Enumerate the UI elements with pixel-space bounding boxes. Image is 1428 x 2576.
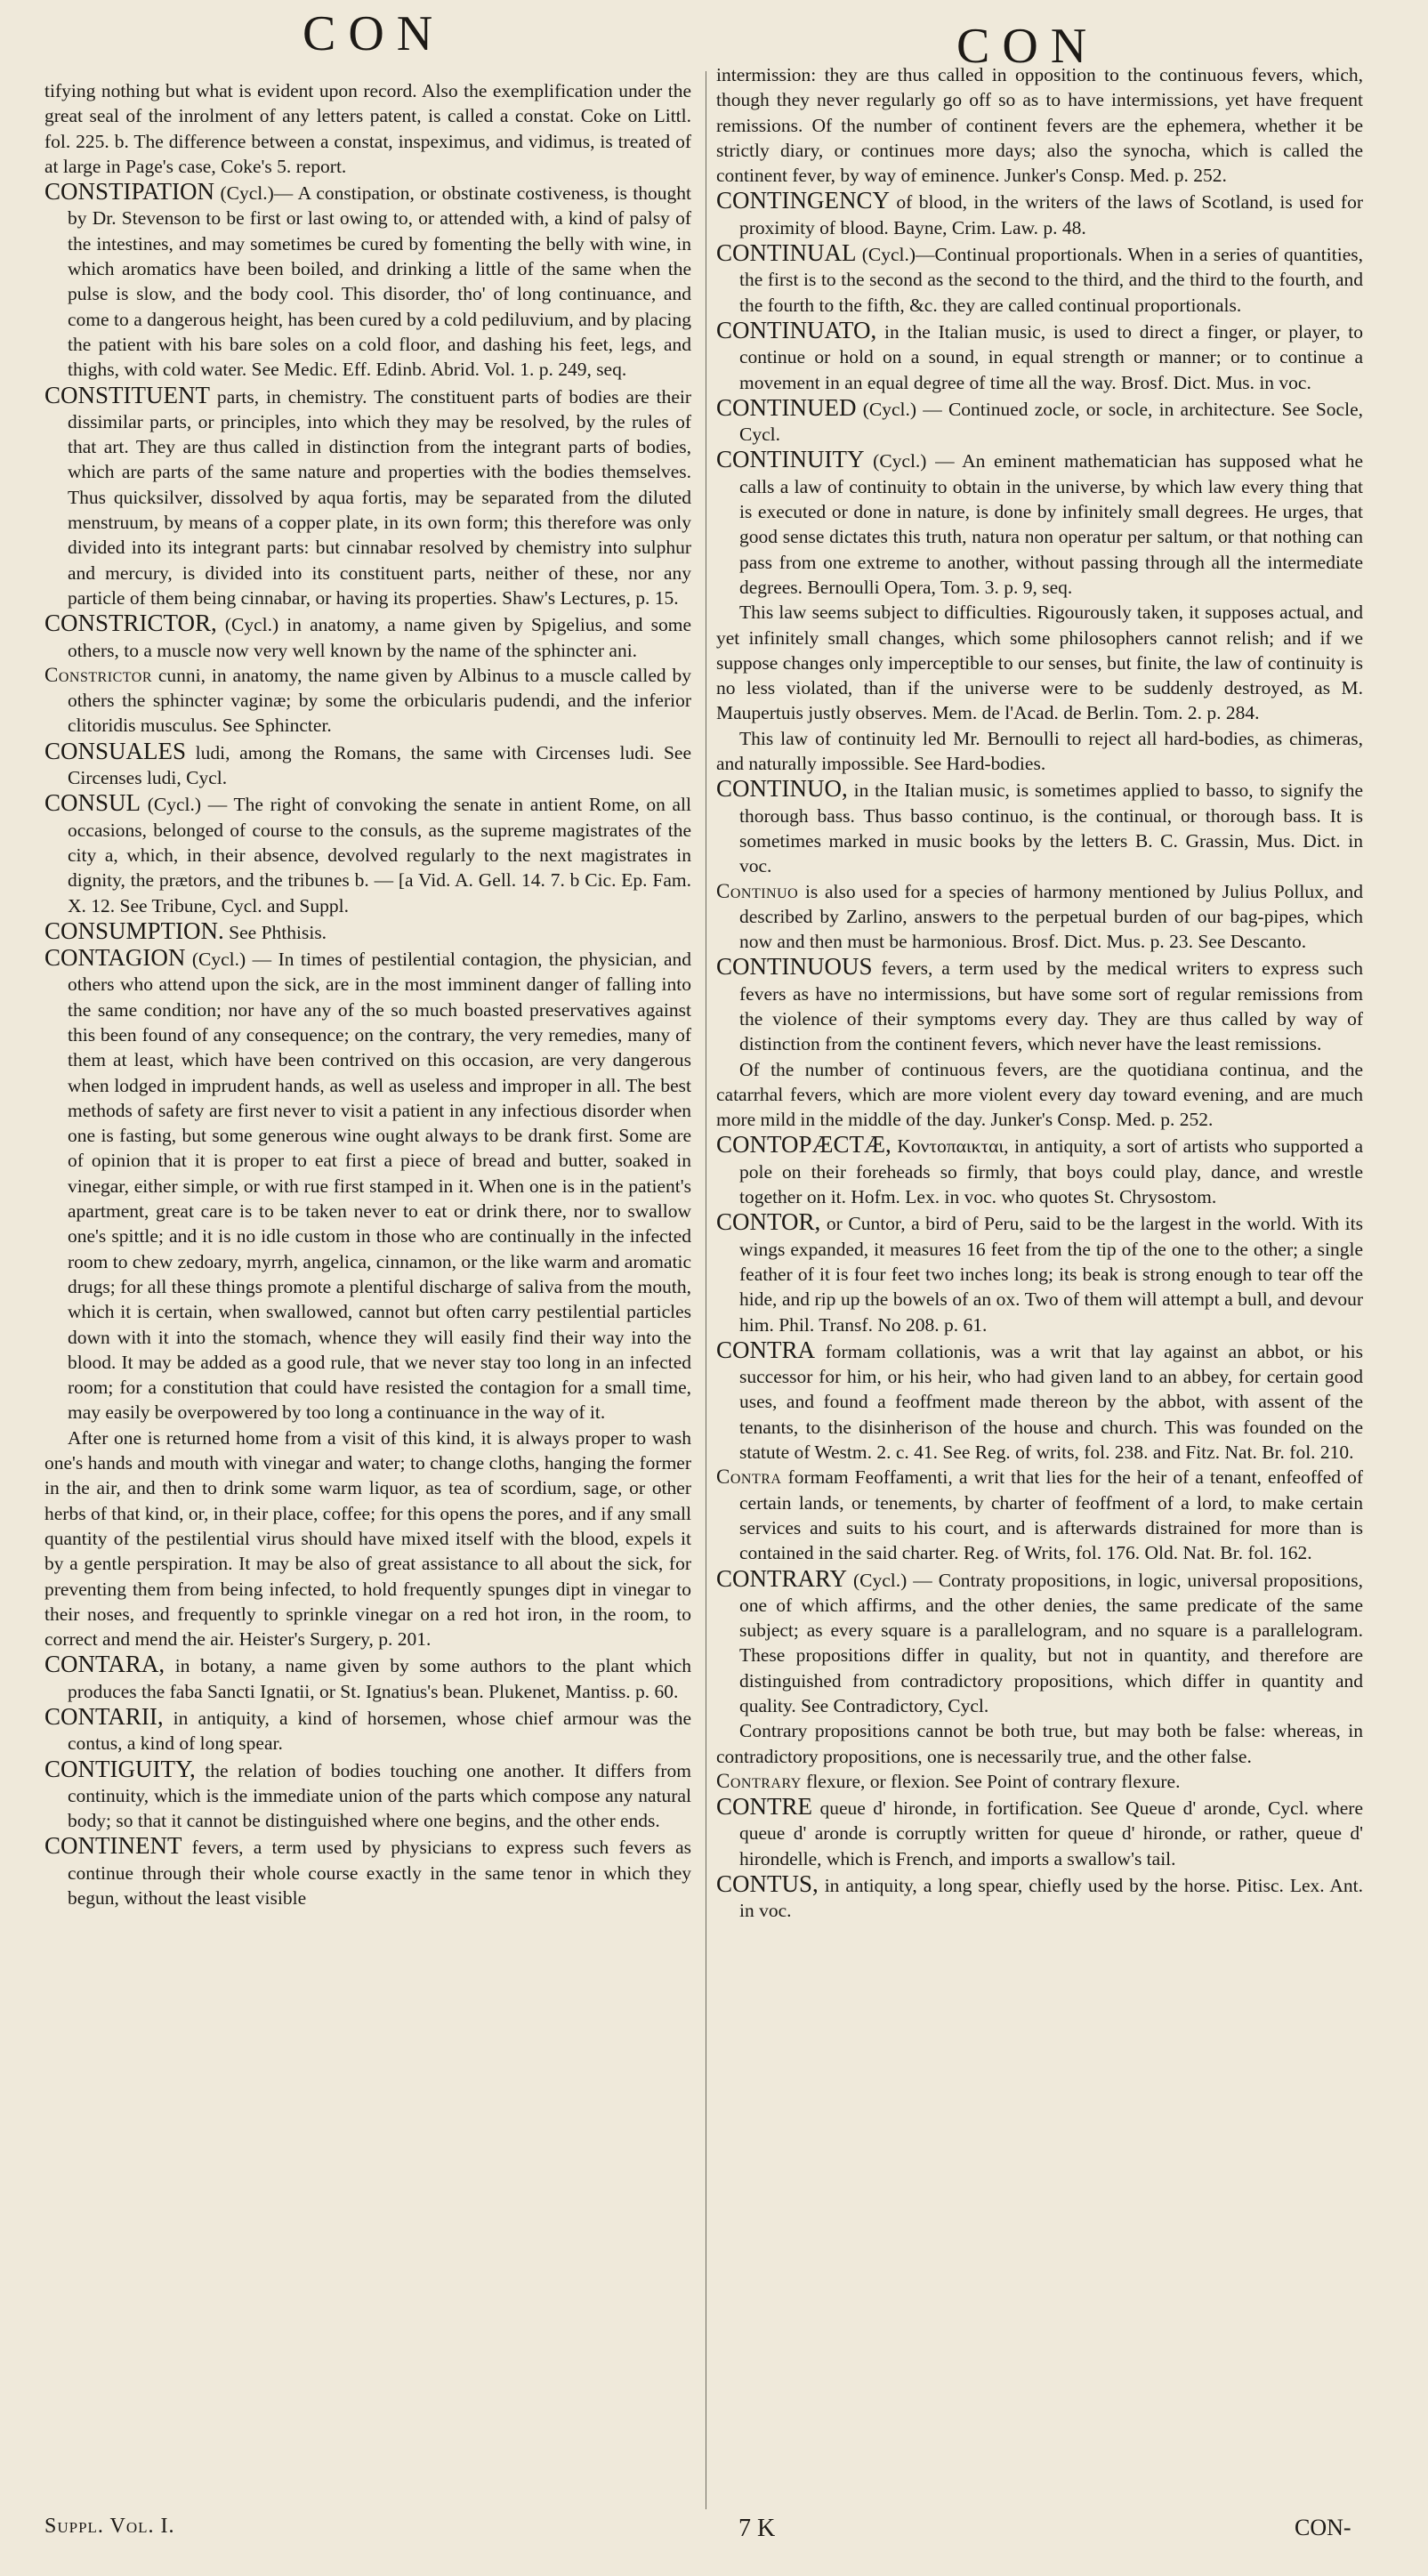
dictionary-entry <box>716 954 1363 1056</box>
entry-text: Of the number of continuous fevers, are the quotidiana continua, and the catarrhal fevers, which are more violent every day toward evening, and are much more mild in the middle of the day. Junker's Consp. Med. p. 252. <box>716 1058 1363 1131</box>
entry-text: cunni, in anatomy, the name given by Albinus to a muscle called by others the sphincter vaginæ; by some the orbicularis pudendi, and the inferior clitoridis musculus. See Sphincter. <box>68 664 691 737</box>
dictionary-entry <box>44 945 691 1425</box>
entry-headword: CONSTRICTOR, <box>44 610 217 637</box>
dictionary-entry <box>716 395 1363 448</box>
entry-headword: Contrary <box>716 1769 802 1792</box>
entry-headword: Constrictor <box>44 663 153 686</box>
entry-text: (Cycl.) — Continued zocle, or socle, in architecture. See Socle, Cycl. <box>739 398 1363 446</box>
left-column <box>44 78 691 1910</box>
entry-headword: CONTIGUITY, <box>44 1755 196 1782</box>
entry-text: fevers, a term used by the medical writers to express such fevers as have no intermissions, but have some sort of regular remissions from the violence of their symptoms every day. They are thus called by way of distinction from the continent fevers, which never have the least remissions. <box>739 957 1363 1055</box>
entry-headword: CONTOR, <box>716 1208 821 1236</box>
dictionary-entry <box>44 1704 691 1756</box>
dictionary-entry <box>716 1132 1363 1209</box>
dictionary-entry <box>44 1651 691 1704</box>
dictionary-entry <box>716 1209 1363 1336</box>
entry-headword: Continuo <box>716 879 799 902</box>
dictionary-entry <box>44 739 691 791</box>
entry-headword: CONTUS, <box>716 1870 819 1898</box>
dictionary-entry <box>44 179 691 382</box>
entry-text: See Phthisis. <box>223 921 327 943</box>
entry-text: is also used for a species of harmony mentioned by Julius Pollux, and described by Zarlino, answers to the perpetual burden of our bag-pipes, which now and then must be harmonious. Brosf. Dict. Mus. p. 23. See Descanto. <box>739 880 1363 953</box>
entry-headword: CONTINUED <box>716 393 857 421</box>
dictionary-entry <box>716 726 1363 777</box>
entry-text: in the Italian music, is used to direct a finger, or player, to continue or hold on a sound, in equal strength or manner; or to continue a movement in an equal degree of time all the way. Brosf. Dict. Mus. in voc. <box>739 320 1363 393</box>
entry-text: in the Italian music, is sometimes applied to basso, to signify the thorough bass. Thus basso continuo, is the continual, or thorough bass. It is sometimes marked in music books by the letters B. C. Grassin, Mus. Dict. in voc. <box>739 779 1363 877</box>
entry-text: intermission: they are thus called in opposition to the continuous fevers, which, though they never regularly go off so as to have intermissions, yet have frequent remissions. Of the number of continent fevers are the ephemera, whether it be strictly diary, or continues more days; also the synocha, which is called the continent fever, by way of eminence. Junker's Consp. Med. p. 252. <box>716 64 1363 187</box>
dictionary-entry <box>716 1769 1363 1794</box>
running-head-right: CON <box>956 19 1100 74</box>
entry-headword: CONTARII, <box>44 1703 164 1730</box>
dictionary-entry <box>44 1756 691 1834</box>
dictionary-entry <box>716 188 1363 240</box>
entry-headword: CONTINUITY <box>716 446 865 473</box>
right-column <box>716 62 1363 1924</box>
entry-headword: CONSTIPATION <box>44 178 215 206</box>
entry-text: fevers, a term used by physicians to express such fevers as continue through their whole course exactly in the same tenor in which they begun, without the least visible <box>68 1837 691 1910</box>
entry-headword: CONTINUAL <box>716 239 857 267</box>
entry-text: parts, in chemistry. The constituent parts of bodies are their dissimilar parts, or principles, into which they may be resolved, by the rules of that art. They are thus called in distinction from the integrant parts of bodies, which are parts of the same nature and properties with the bodies themselves. Thus quicksilver, dissolved by aqua fortis, may be separated from the diluted menstruum, by means of a copper plate, in its own form; this therefore was only divided into its integrant parts: but cinnabar resolved by chemistry into sulphur and mercury, is divided into its constituent parts, neither of these, nor any particle of them being cinnabar, or having its properties. Shaw's Lectures, p. 15. <box>68 385 691 609</box>
dictionary-entry <box>44 1833 691 1910</box>
sheet-mark: 7 K <box>738 2515 776 2542</box>
entry-headword: CONTINUOUS <box>716 953 873 981</box>
entry-text: (Cycl.)—Continual proportionals. When in a series of quantities, the first is to the second as the second to the third, and the third to the fourth, and the fourth to the fifth, &c. they are called continual proportionals. <box>739 244 1363 316</box>
entry-headword: CONTINUATO, <box>716 316 877 343</box>
entry-headword: CONTINUO, <box>716 775 848 803</box>
entry-headword: CONSUMPTION. <box>44 917 224 944</box>
entry-text: of blood, in the writers of the laws of Scotland, is used for proximity of blood. Bayne, Crim. Law. p. 48. <box>739 191 1363 238</box>
entry-headword: CONTRARY <box>716 1564 848 1592</box>
running-head-left: CON <box>303 6 446 61</box>
entry-text: (Cycl.)— A constipation, or obstinate costiveness, is thought by Dr. Stevenson to be first or last owing to, or attended with, a kind of palsy of the intestines, and may sometimes be cured by fomenting the belly with wine, in which aromatics have been boiled, and drinking a little of the same when the pulse is slow, and the body cool. This disorder, tho' of long continuance, and come to a dangerous height, has been cured by a cold pediluvium, and by placing the patient with his bare soles on a cold floor, and dashing his feet, legs, and thighs, with cold water. See Medic. Eff. Edinb. Abrid. Vol. 1. p. 249, seq. <box>68 182 691 381</box>
dictionary-entry <box>716 600 1363 725</box>
entry-text: formam collationis, was a writ that lay against an abbot, or his successor for him, or his heir, who had given land to an abbey, for certain good uses, and found a feoffment made thereon by the abbot, with assent of the tenants, to the disinherison of the house and church. This was founded on the statute of Westm. 2. c. 41. See Reg. of writs, fol. 238. and Fitz. Nat. Br. fol. 210. <box>739 1340 1363 1464</box>
entry-headword: CONTAGION <box>44 944 186 972</box>
dictionary-entry <box>44 663 691 739</box>
entry-text: (Cycl.) — The right of convoking the senate in antient Rome, on all occasions, belonged of course to the consuls, as the supreme magistrates of the city a, which, in their absence, devolved regularly to the next magistrates in dignity, the prætors, and the tribunes b. — [a Vid. A. Gell. 14. 7. b Cic. Ep. Fam. X. 12. See Tribune, Cycl. and Suppl. <box>68 794 691 917</box>
entry-text: flexure, or flexion. See Point of contrary flexure. <box>801 1770 1181 1792</box>
dictionary-entry <box>716 879 1363 955</box>
entry-text: (Cycl.) — Contraty propositions, in logic, universal propositions, one of which affirms, and the other denies, the same predicate of the same subject; as every square is a parallelogram, and no square is a parallelogram. These propositions differ in quality, but not in quantity, and therefore are distinguished from contradictory propositions, which differ in quantity and quality. See Contradictory, Cycl. <box>739 1569 1363 1716</box>
entry-text: in antiquity, a kind of horsemen, whose chief armour was the contus, a kind of long spear. <box>68 1708 691 1755</box>
entry-text: or Cuntor, a bird of Peru, said to be the largest in the world. With its wings expanded, it measures 16 feet from the tip of the one to the other; a single feather of it is four feet two inches long; its beak is strong enough to tear off the hide, and rip up the bowels of an ox. Two of them will attempt a bull, and devour him. Phil. Transf. No 208. p. 61. <box>739 1213 1363 1336</box>
dictionary-entry <box>716 1871 1363 1924</box>
dictionary-entry <box>716 318 1363 395</box>
entry-headword: Contra <box>716 1466 782 1489</box>
dictionary-entry <box>716 447 1363 600</box>
entry-headword: CONTOPÆCTÆ, <box>716 1131 891 1159</box>
dictionary-entry <box>716 1718 1363 1769</box>
dictionary-entry <box>716 1337 1363 1465</box>
dictionary-entry <box>44 1425 691 1652</box>
entry-text: tifying nothing but what is evident upon record. Also the exemplification under the great seal of the inrolment of any letters patent, is called a constat. Coke on Littl. fol. 225. b. The difference between a constat, inspeximus, and vidimus, is treated of at large in Page's case, Coke's 5. report. <box>44 80 691 177</box>
dictionary-entry <box>716 1566 1363 1719</box>
dictionary-entry <box>716 1794 1363 1871</box>
entry-headword: CONTRE <box>716 1793 812 1821</box>
entry-text: ludi, among the Romans, the same with Circenses ludi. See Circenses ludi, Cycl. <box>68 741 691 789</box>
entry-text: Contrary propositions cannot be both true, but may both be false: whereas, in contradictory propositions, one is necessarily true, and the other false. <box>716 1720 1363 1767</box>
entry-text: queue d' hironde, in fortification. See Queue d' aronde, Cycl. where queue d' aronde is corruptly written for queue d' hironde, or rather, queue d' hirondelle, which is French, and imports a swallow's tail. <box>739 1797 1363 1869</box>
entry-text: (Cycl.) — In times of pestilential contagion, the physician, and others who attend upon the sick, are in the most imminent danger of falling into the same condition; nor have any of the so much boasted preservatives against this been found of any consequence; on the contrary, the very remedies, many of them at least, which have been contrived on this occasion, are very dangerous when lodged in imprudent hands, as well as useless and improper in all. The best methods of safety are first never to visit a patient in any infectious disorder when one is fasting, but some generous wine ought always to be drank first. Some are of opinion that it is proper to eat first a piece of bread and butter, soaked in vinegar, either simple, or with rue first stamped in it. When one is in the patient's apartment, great care is to be taken never to eat or drink there, nor to swallow one's spittle; and it is no idle custom in those who are continually in the infected room to chew zedoary, myrrh, angelica, cinnamon, or the like warm and aromatic drugs; for all these things promote a plentiful discharge of saliva from the mouth, which it is certain, when swallowed, cannot but often carry pestilential particles down with it into the stomach, whence they will easily find their way into the blood. It may be added as a good rule, that we never stay too long in an infected room; for a constitution that could have resisted the contagion for a small time, may easily be overpowered by too long a continuance in the way of it. <box>68 949 691 1424</box>
signature-line: Suppl. Vol. I. <box>44 2515 175 2538</box>
dictionary-entry <box>716 1465 1363 1565</box>
entry-headword: CONSUALES <box>44 737 187 764</box>
entry-headword: CONTINENT <box>44 1832 182 1860</box>
entry-headword: CONTARA, <box>44 1651 165 1678</box>
entry-text: in antiquity, a long spear, chiefly used by the horse. Pitisc. Lex. Ant. in voc. <box>739 1875 1363 1922</box>
dictionary-entry <box>44 78 691 179</box>
dictionary-entry <box>44 790 691 917</box>
dictionary-entry <box>716 1057 1363 1133</box>
entry-headword: CONTINGENCY <box>716 187 890 214</box>
entry-text: After one is returned home from a visit of this kind, it is always proper to wash one's hands and mouth with vinegar and water; to change cloths, hanging the former in the air, and then to drink some warm liquor, as tea of scordium, sage, or other herbs of that kind, or, in their place, coffee; for this opens the pores, and if any small quantity of the pestilential virus should have mixed itself with the blood, expels it by a gentle perspiration. It may be also of great assistance to all about the sick, for preventing them from being infected, to hold frequently spunges dipt in vinegar to their noses, and frequently to sprinkle vinegar on a red hot iron, in the room, to correct and mend the air. Heister's Surgery, p. 201. <box>44 1426 691 1651</box>
entry-text: in botany, a name given by some authors to the plant which produces the faba Sancti Ignatii, or St. Ignatius's bean. Plukenet, Mantiss. p. 60. <box>68 1655 691 1702</box>
entry-text: (Cycl.) — An eminent mathematician has supposed what he calls a law of continuity to obtain in the universe, by which law every thing that is executed or done in nature, is done by infinitely small degrees. He urges, that good sense dictates this truth, natura non operatur per saltum, or that nothing can pass from one extreme to another, without passing through all the intermediate degrees. Bernoulli Opera, Tom. 3. p. 9, seq. <box>739 450 1363 598</box>
entry-text: (Cycl.) in anatomy, a name given by Spigelius, and some others, to a muscle now very well known by the name of the sphincter ani. <box>68 614 691 661</box>
entry-headword: CONTRA <box>716 1336 816 1363</box>
entry-text: This law seems subject to difficulties. Rigourously taken, it supposes actual, and yet infinitely small changes, which some philosophers cannot relish; and if we suppose changes only imperceptible to our senses, but finite, the law of continuity is no less violated, than if the universe were to be suddenly destroyed, as M. Maupertuis justly observes. Mem. de l'Acad. de Berlin. Tom. 2. p. 284. <box>716 602 1363 724</box>
dictionary-entry <box>716 62 1363 188</box>
dictionary-entry <box>44 610 691 663</box>
entry-text: formam Feoffamenti, a writ that lies for the heir of a tenant, enfeoffed of certain lands, or tenements, by charter of feoffment of a lord, to make certain services and suits to his court, and is afterwards distrained for more than is contained in the said charter. Reg. of Writs, fol. 176. Old. Nat. Br. fol. 162. <box>739 1466 1363 1564</box>
dictionary-entry <box>716 776 1363 878</box>
entry-text: Κοντοπαικται, in antiquity, a sort of artists who supported a pole on their foreheads so firmly, that boys could play, dance, and wrestle together on it. Hofm. Lex. in voc. who quotes St. Chrysostom. <box>739 1135 1363 1208</box>
entry-headword: CONSUL <box>44 789 141 817</box>
dictionary-entry <box>716 240 1363 318</box>
dictionary-entry <box>44 383 691 611</box>
catchword: CON- <box>1295 2515 1351 2540</box>
entry-headword: CONSTITUENT <box>44 381 210 408</box>
entry-text: This law of continuity led Mr. Bernoulli to reject all hard-bodies, as chimeras, and naturally impossible. See Hard-bodies. <box>716 727 1363 775</box>
entry-text: the relation of bodies touching one another. It differs from continuity, which is the immediate union of the parts which compose any natural body; so that it cannot be distinguished where one begins, and the other ends. <box>68 1759 691 1832</box>
dictionary-entry <box>44 918 691 945</box>
